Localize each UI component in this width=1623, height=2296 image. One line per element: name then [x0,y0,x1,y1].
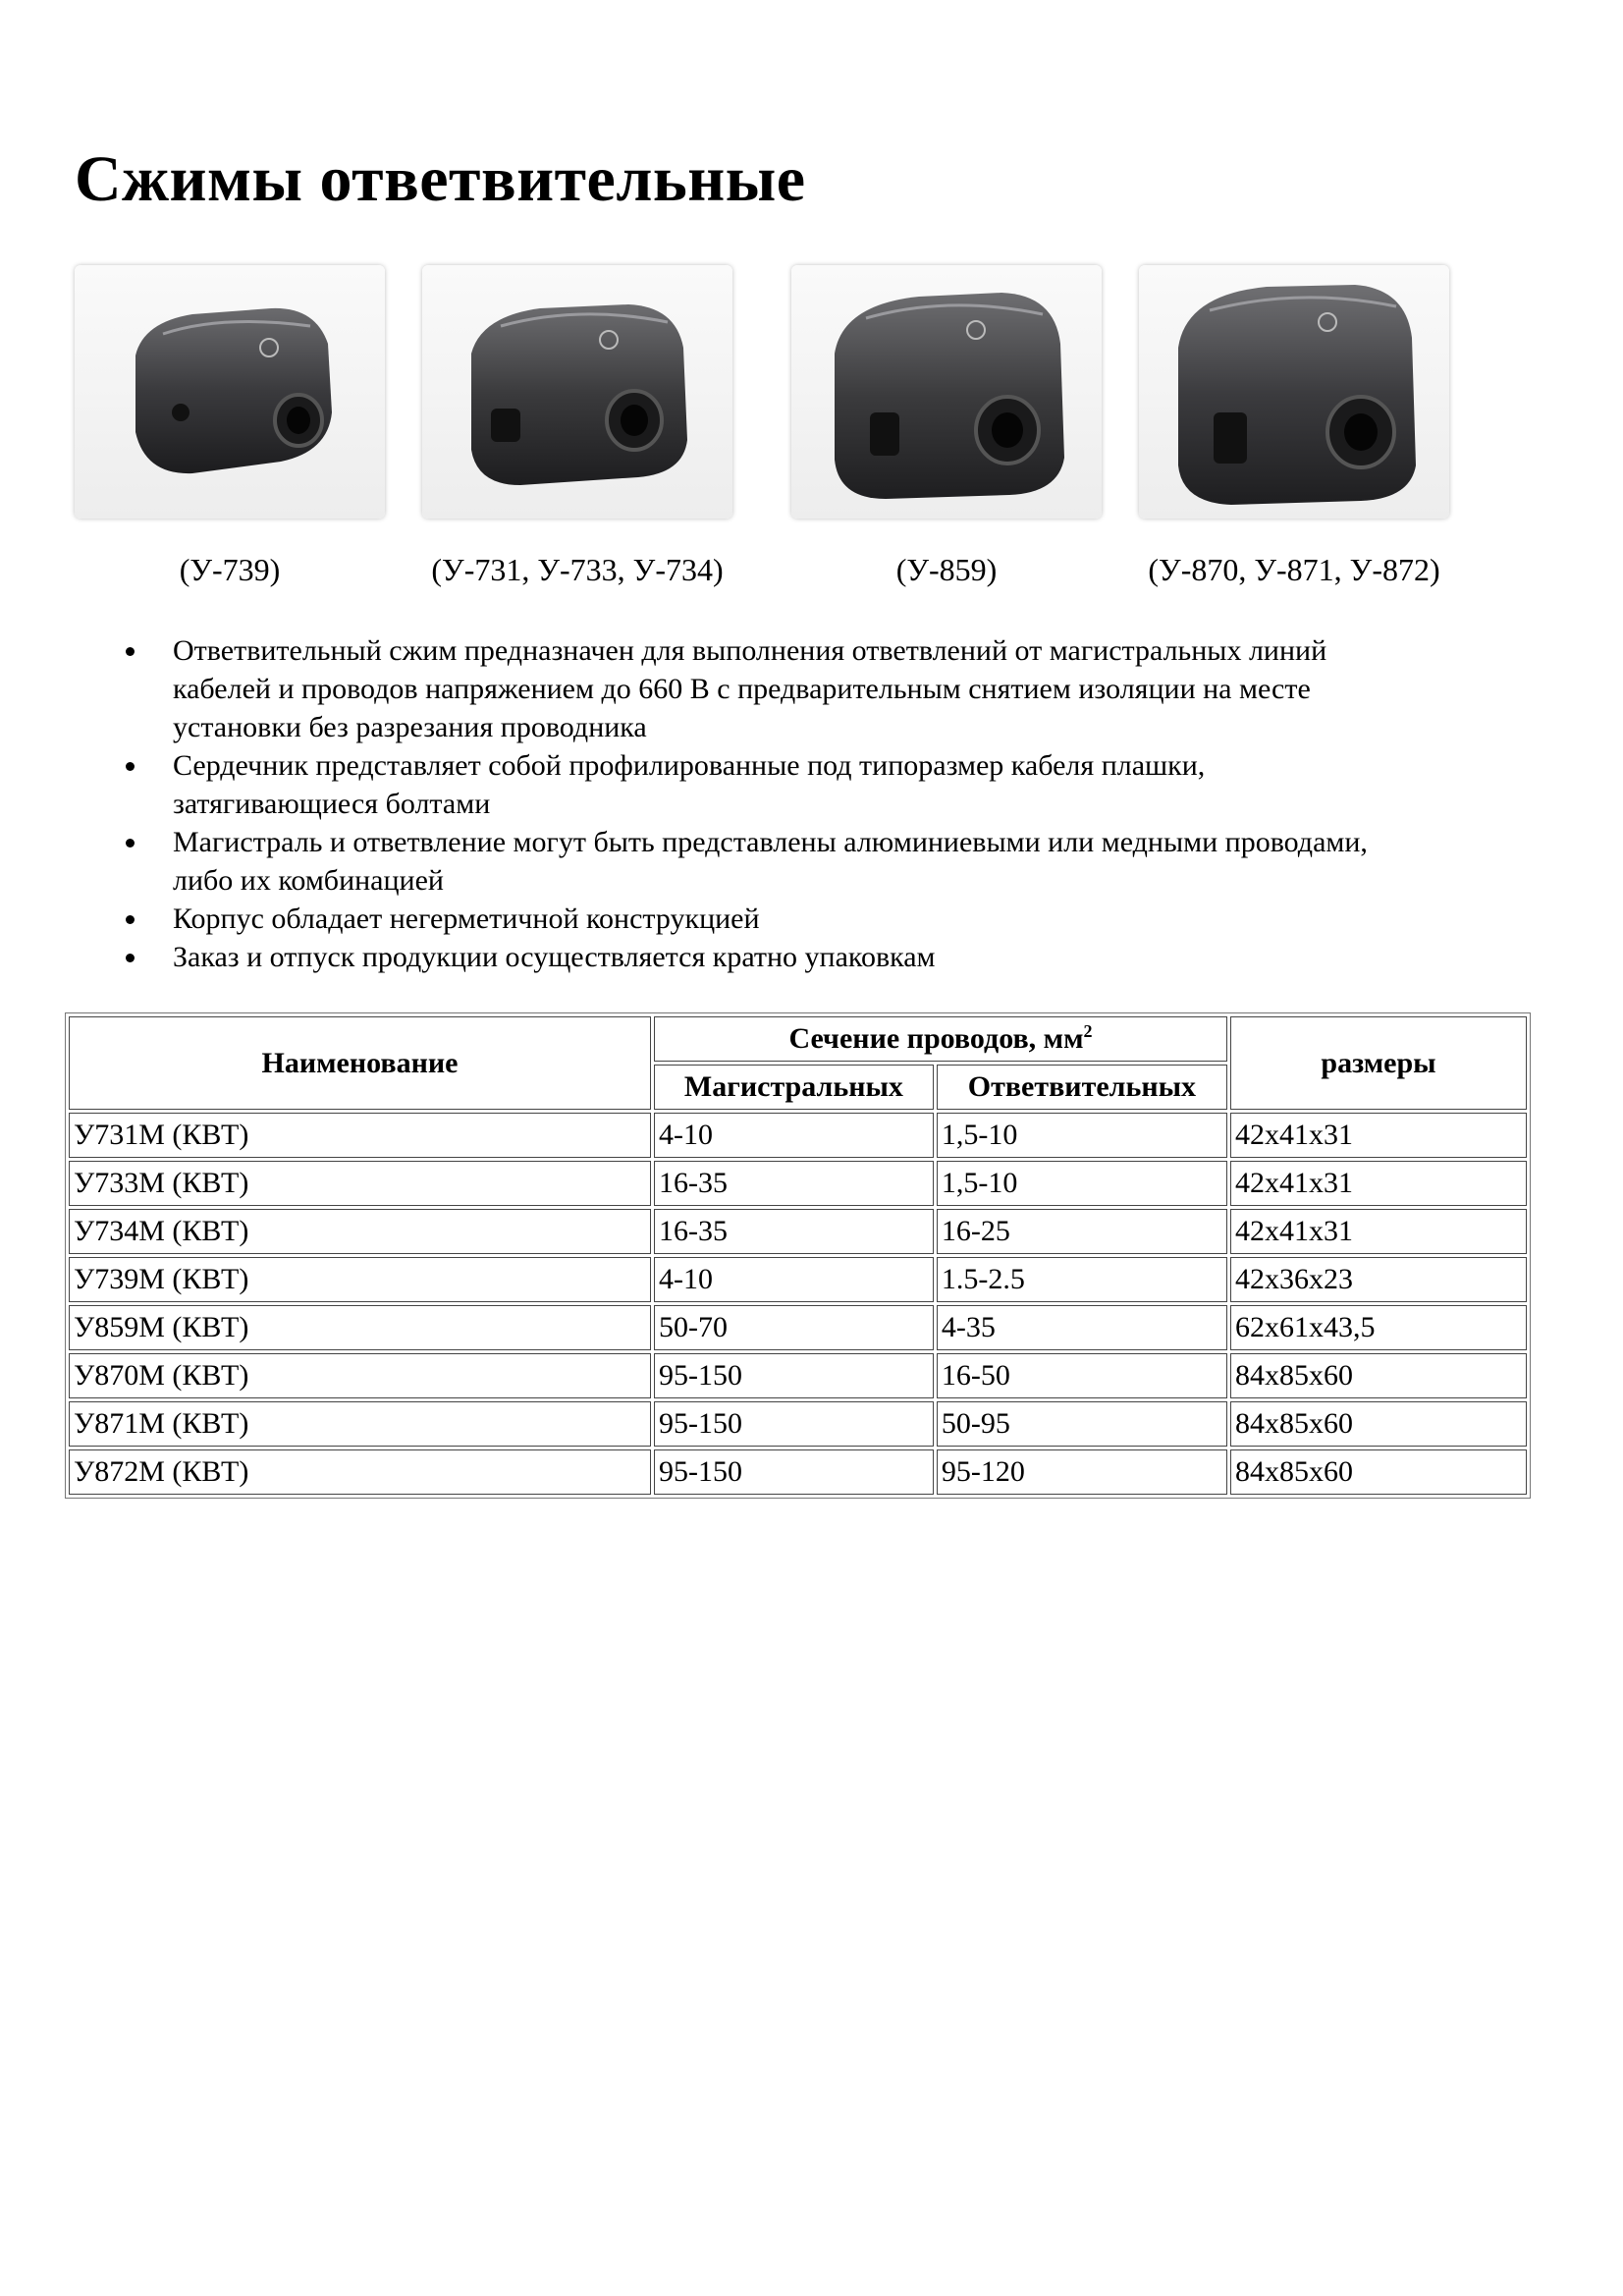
list-item [118,900,1532,938]
cell-branch: 1.5-2.5 [937,1257,1227,1302]
cell-branch: 16-50 [937,1353,1227,1398]
bullet-icon [126,954,135,962]
cell-size: 42х41х31 [1230,1161,1527,1206]
feature-line: Ответвительный сжим предназначен для выполнения ответвлений от магистральных линий [173,634,1327,667]
cell-main: 16-35 [654,1161,934,1206]
cell-size: 62х61х43,5 [1230,1305,1527,1350]
product-caption: (У-731, У-733, У-734) [431,552,724,587]
cell-name: У734М (КВТ) [69,1209,651,1254]
feature-list [118,631,1532,976]
cell-name: У733М (КВТ) [69,1161,651,1206]
cell-main: 16-35 [654,1209,934,1254]
cell-size: 42х41х31 [1230,1209,1527,1254]
table-row [69,1257,1527,1302]
table-row [69,1161,1527,1206]
product-caption: (У-870, У-871, У-872) [1148,552,1440,587]
cell-size: 42х36х23 [1230,1257,1527,1302]
header-size: размеры [1230,1016,1527,1110]
cell-branch: 4-35 [937,1305,1227,1350]
product-gallery [0,265,1623,589]
cell-branch: 1,5-10 [937,1161,1227,1206]
cell-size: 84х85х60 [1230,1449,1527,1495]
cell-name: У871М (КВТ) [69,1401,651,1447]
cell-size: 42х41х31 [1230,1113,1527,1158]
cell-name: У739М (КВТ) [69,1257,651,1302]
cell-main: 4-10 [654,1113,934,1158]
list-item [118,631,1532,746]
cell-size: 84х85х60 [1230,1401,1527,1447]
bullet-icon [126,915,135,924]
header-name: Наименование [69,1016,651,1110]
cell-branch: 50-95 [937,1401,1227,1447]
bullet-icon [126,839,135,847]
feature-line: установки без разрезания проводника [173,711,647,743]
feature-line: Сердечник представляет собой профилированные под типоразмер кабеля плашки, [173,749,1206,782]
cell-branch: 95-120 [937,1449,1227,1495]
table-row [69,1305,1527,1350]
cell-main: 4-10 [654,1257,934,1302]
table-row [69,1353,1527,1398]
branch-clamp-small-photo [75,265,385,519]
cell-main: 95-150 [654,1353,934,1398]
table-row [69,1401,1527,1447]
header-section-sup: 2 [1083,1021,1093,1041]
header-branch: Ответвительных [937,1065,1227,1110]
table-row [69,1449,1527,1495]
feature-line: Заказ и отпуск продукции осуществляется кратно упаковкам [173,941,936,973]
list-item [118,823,1532,900]
header-section [654,1016,1227,1062]
cell-branch: 1,5-10 [937,1113,1227,1158]
cell-branch: 16-25 [937,1209,1227,1254]
list-item [118,746,1532,823]
branch-clamp-xlarge-photo [1139,265,1449,519]
bullet-icon [126,762,135,771]
product-caption: (У-859) [895,552,998,587]
cell-size: 84х85х60 [1230,1353,1527,1398]
feature-line: затягивающиеся болтами [173,788,491,820]
list-item [118,938,1532,976]
feature-line: Корпус обладает негерметичной конструкцией [173,902,760,935]
feature-line: Магистраль и ответвление могут быть представлены алюминиевыми или медными проводами, [173,826,1368,858]
table-row [69,1113,1527,1158]
cell-name: У870М (КВТ) [69,1353,651,1398]
cell-name: У872М (КВТ) [69,1449,651,1495]
feature-line: либо их комбинацией [173,864,444,897]
product-caption: (У-739) [179,552,281,587]
table-row [69,1209,1527,1254]
cell-name: У731М (КВТ) [69,1113,651,1158]
cell-main: 95-150 [654,1449,934,1495]
page-title: Сжимы ответвительные [75,143,806,215]
branch-clamp-large-photo [791,265,1102,519]
feature-line: кабелей и проводов напряжением до 660 В с предварительным снятием изоляции на месте [173,673,1311,705]
spec-table [65,1012,1531,1499]
cell-main: 95-150 [654,1401,934,1447]
header-section-label: Сечение проводов, мм [788,1022,1084,1055]
header-main: Магистральных [654,1065,934,1110]
branch-clamp-medium-photo [422,265,732,519]
bullet-icon [126,647,135,656]
cell-name: У859М (КВТ) [69,1305,651,1350]
cell-main: 50-70 [654,1305,934,1350]
